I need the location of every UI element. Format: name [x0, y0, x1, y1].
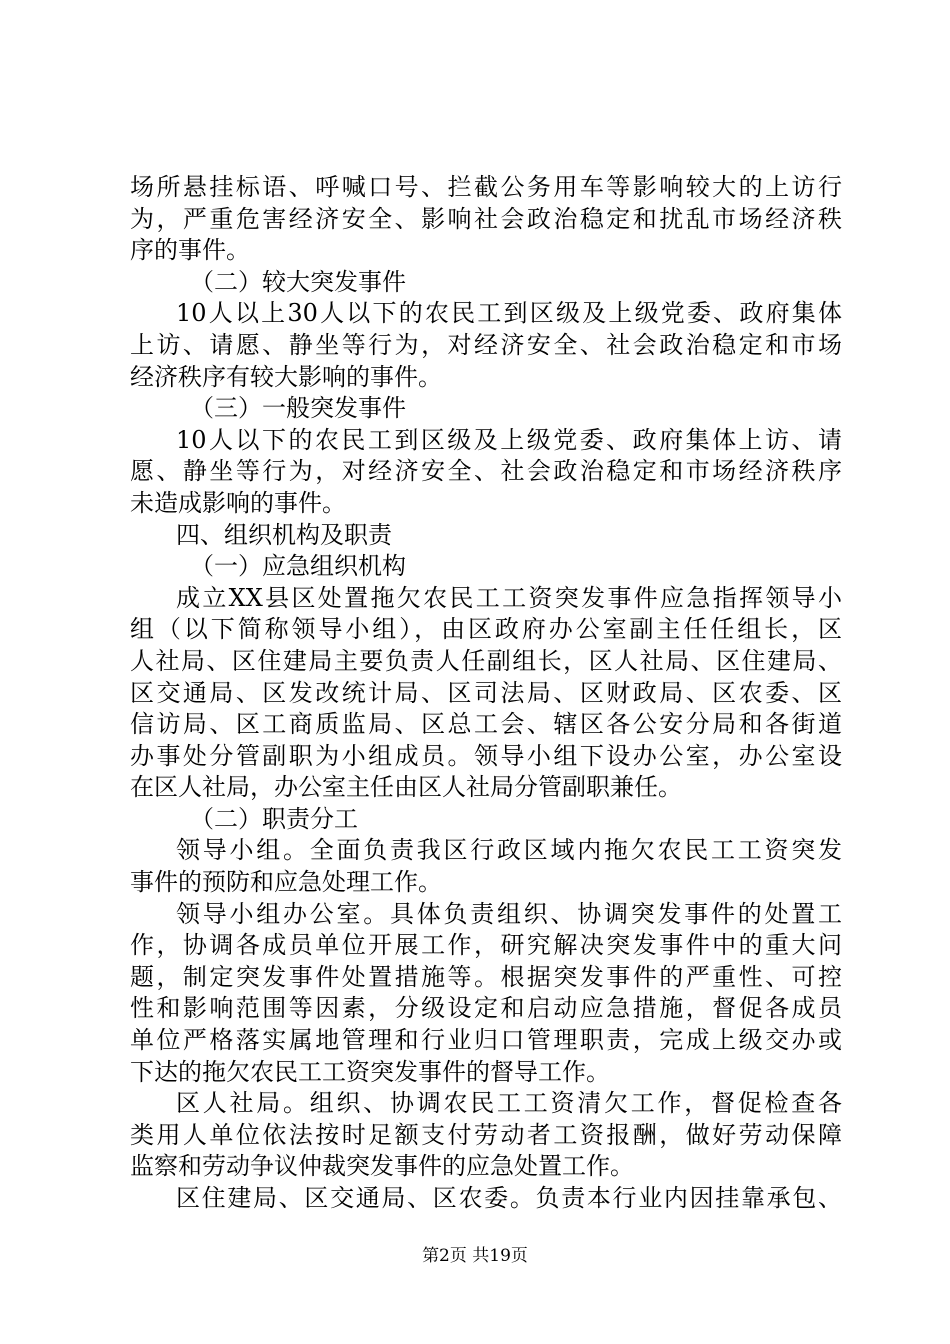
- text-line: 信访局、区工商质监局、区总工会、辖区各公安分局和各街道: [130, 710, 842, 739]
- text-line: 序的事件。: [130, 236, 250, 265]
- text-line: （一）应急组织机构: [190, 552, 406, 581]
- text-line: 组（以下简称领导小组），由区政府办公室副主任任组长，区: [130, 615, 842, 644]
- text-line: 10人以下的农民工到区级及上级党委、政府集体上访、请: [176, 425, 842, 454]
- text-line: 成立XX县区处置拖欠农民工工资突发事件应急指挥领导小: [176, 583, 842, 612]
- text-line: 区住建局、区交通局、区农委。负责本行业内因挂靠承包、: [176, 1184, 842, 1212]
- text-line: 领导小组。全面负责我区行政区域内拖欠农民工工资突发: [176, 836, 842, 865]
- text-line: 四、组织机构及职责: [176, 520, 392, 549]
- text-line: 作，协调各成员单位开展工作，研究解决突发事件中的重大问: [130, 931, 842, 960]
- text-line: 为，严重危害经济安全、影响社会政治稳定和扰乱市场经济秩: [130, 204, 842, 233]
- text-line: 领导小组办公室。具体负责组织、协调突发事件的处置工: [176, 899, 842, 928]
- text-line: 人社局、区住建局主要负责人任副组长，区人社局、区住建局、: [130, 646, 842, 675]
- text-line: 单位严格落实属地管理和行业归口管理职责，完成上级交办或: [130, 1026, 842, 1055]
- text-line: 10人以上30人以下的农民工到区级及上级党委、政府集体: [176, 299, 842, 328]
- text-line: （二）较大突发事件: [190, 267, 406, 296]
- text-line: （二）职责分工: [190, 804, 358, 833]
- text-line: 下达的拖欠农民工工资突发事件的督导工作。: [130, 1057, 610, 1086]
- text-line: 在区人社局，办公室主任由区人社局分管副职兼任。: [130, 773, 682, 802]
- text-line: 愿、静坐等行为，对经济安全、社会政治稳定和市场经济秩序: [130, 457, 842, 486]
- text-line: 题，制定突发事件处置措施等。根据突发事件的严重性、可控: [130, 962, 842, 991]
- text-line: 上访、请愿、静坐等行为，对经济安全、社会政治稳定和市场: [130, 330, 842, 359]
- text-line: 性和影响范围等因素，分级设定和启动应急措施，督促各成员: [130, 994, 842, 1023]
- text-line: 未造成影响的事件。: [130, 488, 346, 517]
- text-line: 类用人单位依法按时足额支付劳动者工资报酬，做好劳动保障: [130, 1120, 842, 1149]
- text-line: 办事处分管副职为小组成员。领导小组下设办公室，办公室设: [130, 741, 842, 770]
- text-line: （三）一般突发事件: [190, 394, 406, 423]
- text-line: 事件的预防和应急处理工作。: [130, 868, 442, 897]
- text-line: 场所悬挂标语、呼喊口号、拦截公务用车等影响较大的上访行: [130, 173, 842, 201]
- text-line: 区交通局、区发改统计局、区司法局、区财政局、区农委、区: [130, 678, 842, 707]
- text-line: 经济秩序有较大影响的事件。: [130, 362, 442, 391]
- text-line: 监察和劳动争议仲裁突发事件的应急处置工作。: [130, 1152, 634, 1181]
- document-body: [130, 172, 842, 1215]
- page-footer: 第2页 共19页: [422, 1246, 528, 1266]
- text-line: 区人社局。组织、协调农民工工资清欠工作，督促检查各: [176, 1089, 842, 1118]
